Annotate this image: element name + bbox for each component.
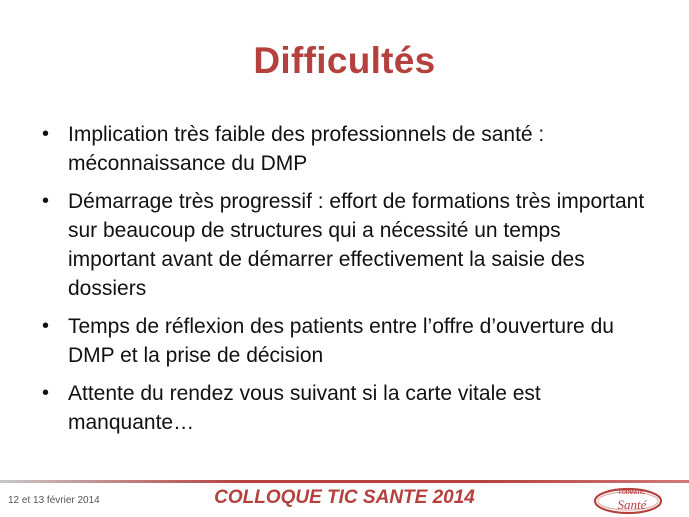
- logo-line1: FORMATIC: [618, 490, 646, 496]
- logo-line2: Santé: [617, 497, 647, 512]
- bullet-item: [40, 312, 650, 370]
- slide-title: Difficultés: [253, 40, 436, 81]
- bullet-text: Attente du rendez vous suivant si la carte vitale est manquante…: [68, 382, 541, 434]
- bullet-list: [40, 120, 650, 446]
- footer-divider: [0, 480, 689, 483]
- bullet-marker: •: [42, 382, 50, 404]
- bullet-text: Implication très faible des professionnels de santé : méconnaissance du DMP: [68, 123, 545, 175]
- bullet-marker: •: [42, 123, 50, 145]
- bullet-item: [40, 187, 650, 303]
- footer-event-title: COLLOQUE TIC SANTE 2014: [214, 487, 475, 508]
- footer-date: 12 et 13 février 2014: [8, 495, 100, 506]
- bullet-marker: •: [42, 315, 50, 337]
- bullet-text: Démarrage très progressif : effort de formations très important sur beaucoup de structures qui a nécessité un temps important avant de démarrer effectivement la saisie des dossiers: [68, 190, 645, 300]
- bullet-text: Temps de réflexion des patients entre l’offre d’ouverture du DMP et la prise de décision: [68, 315, 614, 367]
- bullet-marker: •: [42, 190, 50, 212]
- formatic-sante-logo-icon: [592, 484, 664, 516]
- bullet-item: [40, 120, 650, 178]
- bullet-item: [40, 379, 650, 437]
